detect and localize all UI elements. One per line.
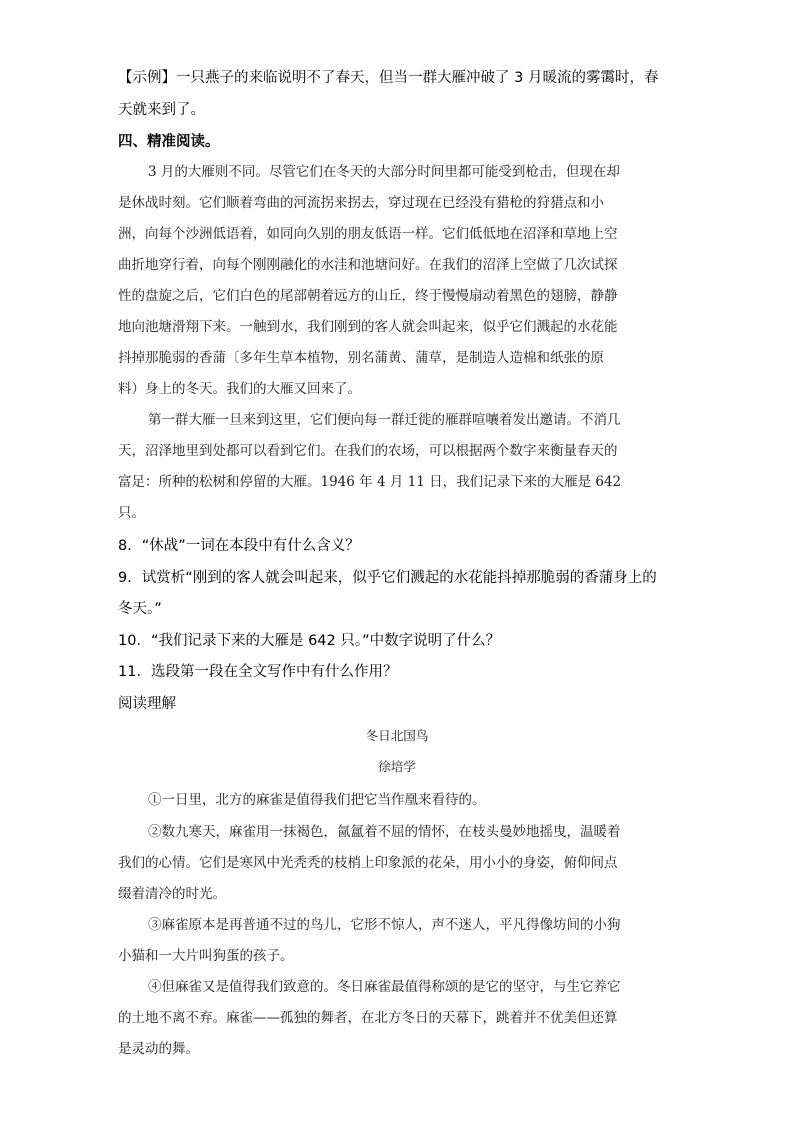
question-9-continued: 冬天。” xyxy=(118,601,162,617)
article-paragraph: 是灵动的舞。 xyxy=(118,1041,199,1057)
question-11: 11．选段第一段在全文写作中有什么作用？ xyxy=(118,664,398,680)
article-paragraph: ②数九寒天，麻雀用一抹褐色，氤氲着不屈的情怀，在枝头曼妙地摇曳，温暖着 xyxy=(148,824,621,840)
article-paragraph: 缀着清冷的时光。 xyxy=(118,886,226,902)
passage-line: 曲折地穿行着，向每个刚刚融化的水洼和池塘问好。在我们的沼泽上空做了几次试探 xyxy=(118,257,618,273)
article-paragraph: 我们的心情。它们是寒风中光秃秃的枝梢上印象派的花朵，用小小的身姿，俯仰间点 xyxy=(118,855,618,871)
example-line-1: 【示例】一只燕子的来临说明不了春天，但当一群大雁冲破了 3 月暖流的雾霭时，春 xyxy=(118,70,659,86)
passage-line: 料）身上的冬天。我们的大雁又回来了。 xyxy=(118,381,361,397)
question-9: 9．试赏析“刚到的客人就会叫起来，似乎它们溅起的水花能抖掉那脆弱的香蒲身上的 xyxy=(118,570,657,586)
article-paragraph: ①一日里，北方的麻雀是值得我们把它当作凰来看待的。 xyxy=(148,792,486,808)
reading-section-label: 阅读理解 xyxy=(118,696,176,712)
article-author: 徐培学 xyxy=(378,759,416,774)
section-heading: 四、精准阅读。 xyxy=(118,134,220,150)
passage-line: 第一群大雁一旦来到这里，它们便向每一群迁徙的雁群喧嚷着发出邀请。不消几 xyxy=(148,412,621,428)
article-paragraph: ③麻雀原本是再普通不过的鸟儿，它形不惊人，声不迷人，平凡得像坊间的小狗 xyxy=(148,917,621,933)
passage-line: 性的盘旋之后，它们白色的尾部朝着远方的山丘，终于慢慢扇动着黑色的翅膀，静静 xyxy=(118,288,618,304)
passage-line: 抖掉那脆弱的香蒲〔多年生草本植物，别名蒲黄、蒲草，是制造人造棉和纸张的原 xyxy=(118,350,604,366)
article-paragraph: 的土地不离不弃。麻雀——孤独的舞者，在北方冬日的天幕下，跳着并不优美但还算 xyxy=(118,1010,618,1026)
passage-line: 3 月的大雁则不同。尽管它们在冬天的大部分时间里都可能受到枪击，但现在却 xyxy=(148,164,620,180)
passage-line: 地向池塘滑翔下来。一触到水，我们刚到的客人就会叫起来，似乎它们溅起的水花能 xyxy=(118,319,618,335)
passage-line: 洲，向每个沙洲低语着，如同向久别的朋友低语一样。它们低低地在沼泽和草地上空 xyxy=(118,226,618,242)
passage-line: 是休战时刻。它们顺着弯曲的河流拐来拐去，穿过现在已经没有猎枪的狩猎点和小 xyxy=(118,195,604,211)
example-line-2: 天就来到了。 xyxy=(118,102,205,118)
article-paragraph: 小猫和一大片叫狗蛋的孩子。 xyxy=(118,948,294,964)
passage-line: 富足：所种的松树和停留的大雁。1946 年 4 月 11 日，我们记录下来的大雁是 642 xyxy=(118,474,622,490)
question-10: 10．“我们记录下来的大雁是 642 只。”中数字说明了什么？ xyxy=(118,633,501,649)
question-8: 8．“休战”一词在本段中有什么含义？ xyxy=(118,538,360,554)
article-paragraph: ④但麻雀又是值得我们致意的。冬日麻雀最值得称颂的是它的坚守，与生它养它 xyxy=(148,979,621,995)
article-title: 冬日北国鸟 xyxy=(365,728,429,743)
passage-line: 只。 xyxy=(118,505,145,521)
passage-line: 天，沼泽地里到处都可以看到它们。在我们的农场，可以根据两个数字来衡量春天的 xyxy=(118,443,618,459)
